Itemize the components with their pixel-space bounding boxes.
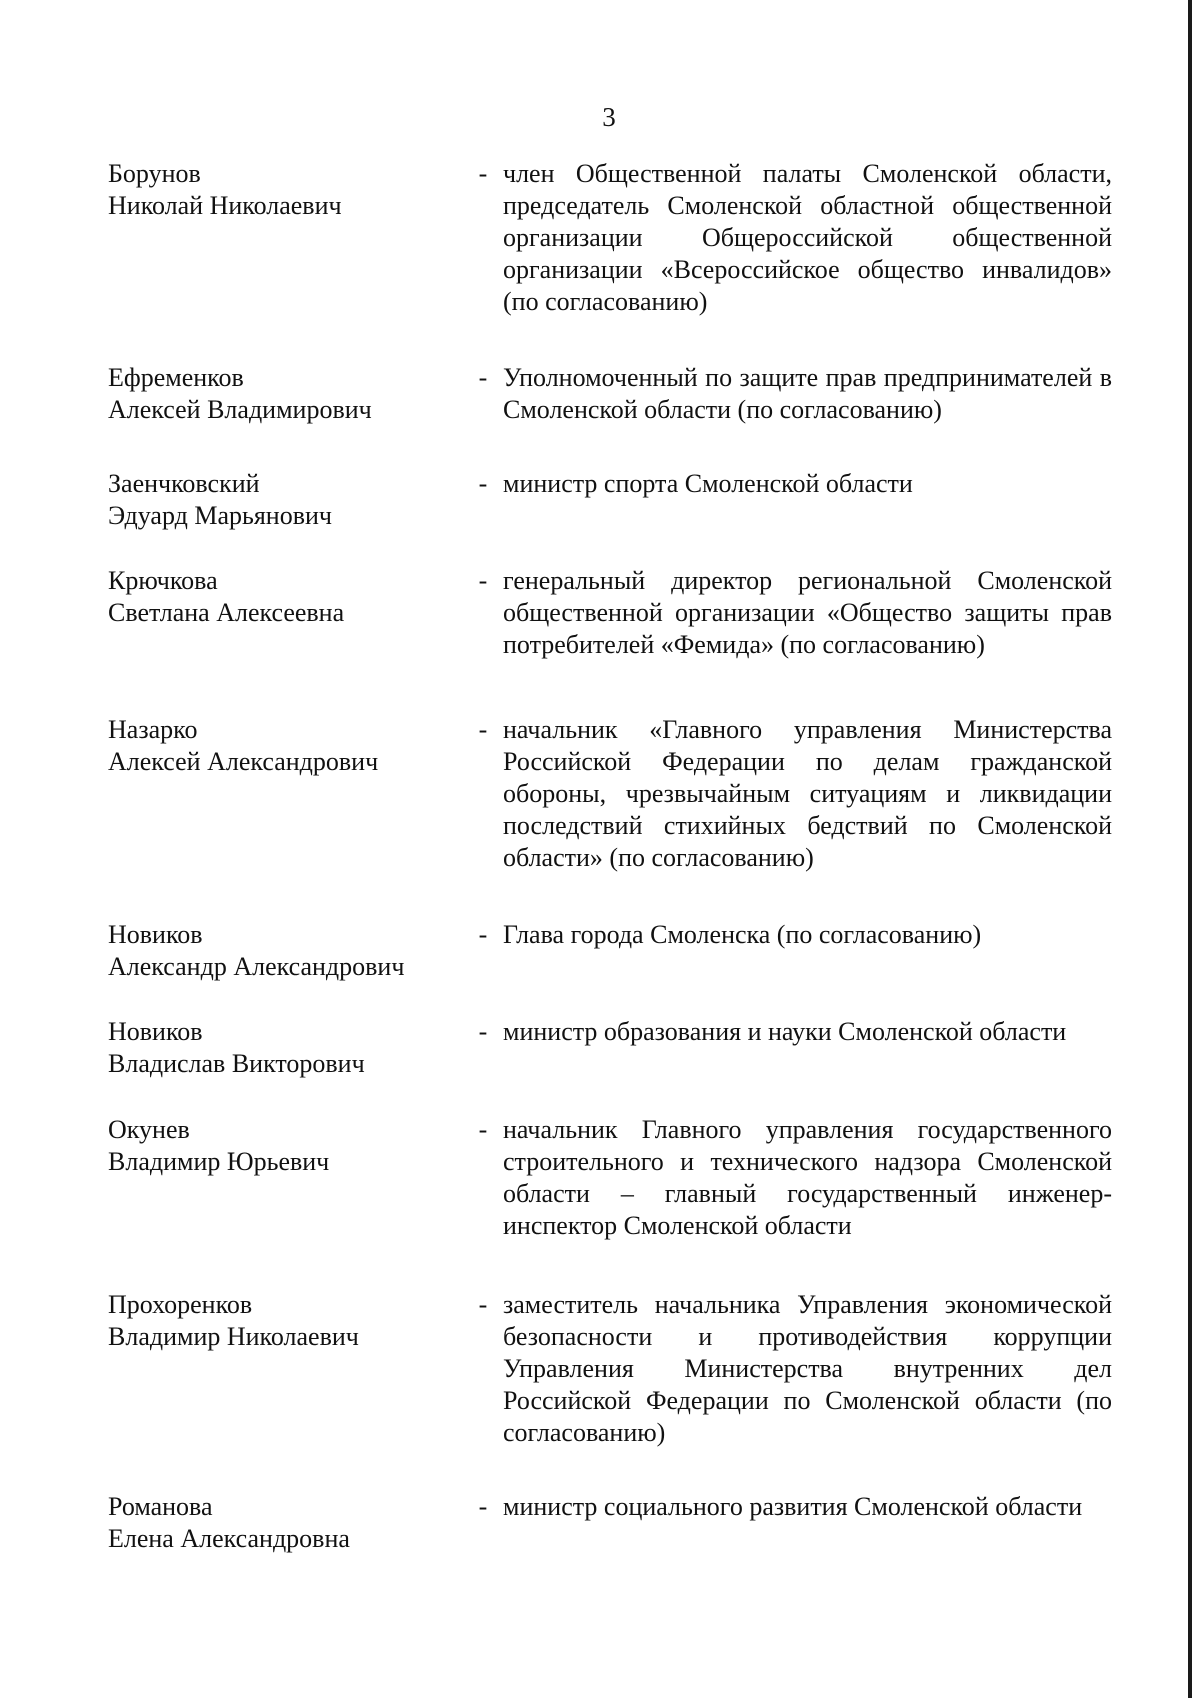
member-entry bbox=[108, 468, 1112, 532]
dash-separator: - bbox=[478, 920, 488, 949]
dash-separator: - bbox=[478, 1492, 488, 1521]
member-surname: Заенчковский bbox=[108, 469, 260, 498]
member-entry bbox=[108, 714, 1112, 874]
member-given-names: Владимир Николаевич bbox=[108, 1322, 359, 1351]
member-given-names: Эдуард Марьянович bbox=[108, 501, 332, 530]
member-given-names: Владислав Викторович bbox=[108, 1049, 365, 1078]
member-entry bbox=[108, 158, 1112, 318]
member-entry bbox=[108, 919, 1112, 983]
member-surname: Новиков bbox=[108, 920, 203, 949]
member-name bbox=[108, 158, 463, 222]
dash-separator: - bbox=[478, 363, 488, 392]
member-list bbox=[108, 158, 1112, 1555]
member-surname: Борунов bbox=[108, 159, 201, 188]
member-role: министр образования и науки Смоленской области bbox=[503, 1017, 1067, 1046]
dash-separator: - bbox=[478, 1017, 488, 1046]
member-role: министр спорта Смоленской области bbox=[503, 469, 913, 498]
member-role: генеральный директор региональной Смоленской общественной организации «Общество защиты прав потребителей «Фемида» (по согласованию) bbox=[503, 566, 1112, 659]
member-surname: Прохоренков bbox=[108, 1290, 253, 1319]
member-name bbox=[108, 1289, 463, 1353]
member-surname: Ефременков bbox=[108, 363, 244, 392]
member-name bbox=[108, 468, 463, 532]
dash-separator: - bbox=[478, 1290, 488, 1319]
dash-separator: - bbox=[478, 469, 488, 498]
member-name bbox=[108, 1016, 463, 1080]
member-entry bbox=[108, 1016, 1112, 1080]
member-role: Уполномоченный по защите прав предпринимателей в Смоленской области (по согласованию) bbox=[503, 363, 1112, 424]
member-surname: Окунев bbox=[108, 1115, 190, 1144]
member-entry bbox=[108, 565, 1112, 661]
member-given-names: Александр Александрович bbox=[108, 952, 405, 981]
member-surname: Назарко bbox=[108, 715, 198, 744]
member-name bbox=[108, 919, 463, 983]
member-role: министр социального развития Смоленской области bbox=[503, 1492, 1083, 1521]
member-given-names: Алексей Владимирович bbox=[108, 395, 372, 424]
member-role: член Общественной палаты Смоленской области, председатель Смоленской областной общественной организации Общероссийской общественной организации «Всероссийское общество инвалидов» (по согласованию) bbox=[503, 159, 1112, 316]
member-surname: Новиков bbox=[108, 1017, 203, 1046]
member-given-names: Николай Николаевич bbox=[108, 191, 342, 220]
member-name bbox=[108, 1491, 463, 1555]
dash-separator: - bbox=[478, 1115, 488, 1144]
scan-edge-line bbox=[1188, 0, 1192, 1698]
member-entry bbox=[108, 1289, 1112, 1449]
member-role: Глава города Смоленска (по согласованию) bbox=[503, 920, 982, 949]
member-surname: Романова bbox=[108, 1492, 213, 1521]
member-given-names: Елена Александровна bbox=[108, 1524, 350, 1553]
member-role: начальник Главного управления государственного строительного и технического надзора Смоленской области – главный государственный инженер-инспектор Смоленской области bbox=[503, 1115, 1112, 1240]
member-role: заместитель начальника Управления экономической безопасности и противодействия коррупции Управления Министерства внутренних дел Российской Федерации по Смоленской области (по согласованию) bbox=[503, 1290, 1112, 1447]
member-given-names: Алексей Александрович bbox=[108, 747, 379, 776]
page-number: 3 bbox=[602, 102, 616, 132]
member-given-names: Светлана Алексеевна bbox=[108, 598, 345, 627]
member-entry bbox=[108, 362, 1112, 426]
dash-separator: - bbox=[478, 566, 488, 595]
dash-separator: - bbox=[478, 715, 488, 744]
member-entry bbox=[108, 1491, 1112, 1555]
member-name bbox=[108, 362, 463, 426]
member-given-names: Владимир Юрьевич bbox=[108, 1147, 330, 1176]
member-name bbox=[108, 714, 463, 778]
member-entry bbox=[108, 1114, 1112, 1242]
member-name bbox=[108, 1114, 463, 1178]
member-role: начальник «Главного управления Министерства Российской Федерации по делам гражданской обороны, чрезвычайным ситуациям и ликвидации последствий стихийных бедствий по Смоленской области» (по согласованию) bbox=[503, 715, 1112, 872]
member-surname: Крючкова bbox=[108, 566, 218, 595]
member-name bbox=[108, 565, 463, 629]
dash-separator: - bbox=[478, 159, 488, 188]
